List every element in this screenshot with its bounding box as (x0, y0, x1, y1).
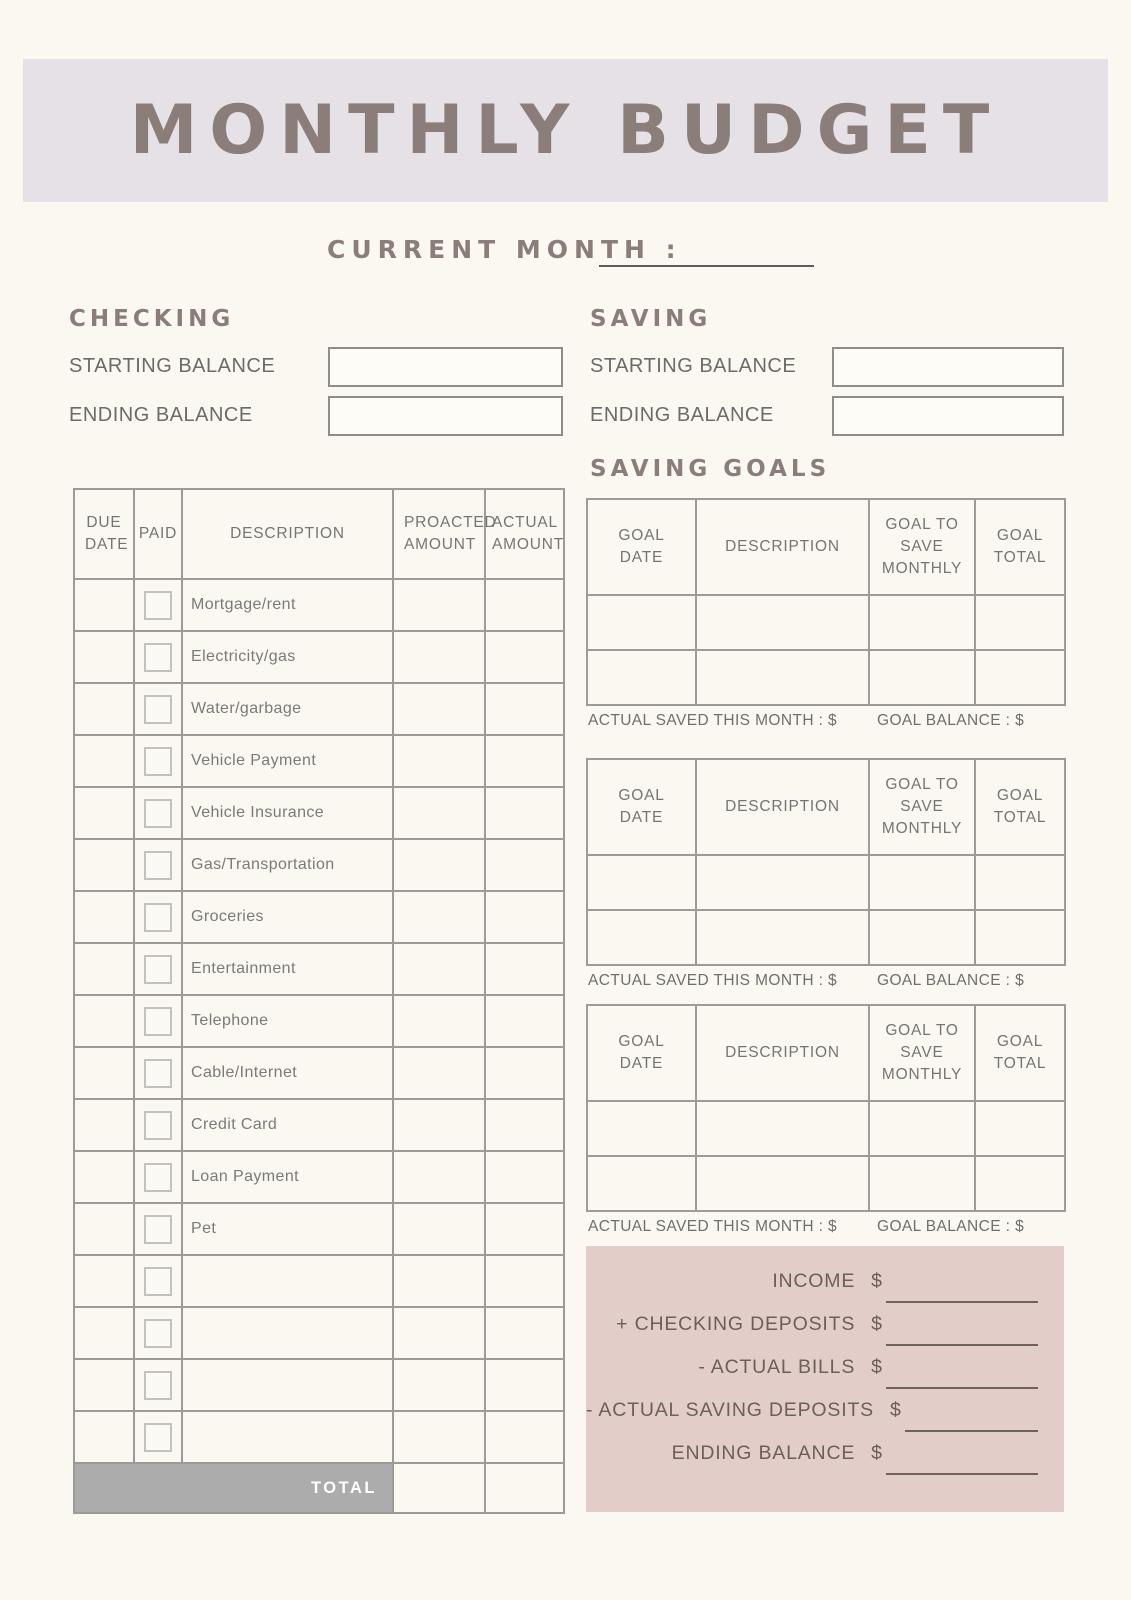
saving-ending-balance-field[interactable] (832, 396, 1064, 436)
saving-goals-heading: SAVING GOALS (590, 456, 831, 482)
actual-saving-deposits-blank[interactable] (905, 1430, 1038, 1432)
description-cell: Water/garbage (182, 683, 393, 735)
goal-balance-label: GOAL BALANCE : $ (877, 972, 1025, 989)
due-date-cell[interactable] (74, 735, 134, 787)
title-banner (23, 59, 1108, 202)
expense-row (74, 787, 564, 839)
expense-row (74, 1099, 564, 1151)
description-cell[interactable] (182, 1411, 393, 1463)
paid-checkbox[interactable] (144, 1163, 172, 1192)
expense-row (74, 1255, 564, 1307)
paid-cell (134, 631, 182, 683)
goal-date-cell[interactable] (587, 855, 696, 910)
paid-cell (134, 995, 182, 1047)
dollar-sign: $ (871, 1442, 882, 1464)
paid-cell (134, 1151, 182, 1203)
proacted-amount-cell[interactable] (393, 839, 485, 891)
expense-row (74, 1307, 564, 1359)
proacted-amount-cell[interactable] (393, 1411, 485, 1463)
goal-to-save-cell[interactable] (869, 1101, 975, 1156)
goal-date-cell[interactable] (587, 1101, 696, 1156)
saving-goals-table-3 (586, 1004, 1066, 1212)
paid-cell (134, 1307, 182, 1359)
expense-row (74, 1047, 564, 1099)
col-goal-total: GOAL TOTAL (975, 499, 1065, 595)
due-date-cell[interactable] (74, 1099, 134, 1151)
goal-total-cell[interactable] (975, 1101, 1065, 1156)
goal-row (587, 855, 1065, 910)
actual-amount-cell[interactable] (485, 1411, 564, 1463)
checking-starting-balance-field[interactable] (328, 347, 563, 387)
due-date-cell[interactable] (74, 995, 134, 1047)
goal-date-cell[interactable] (587, 650, 696, 705)
col-goal-to-save-monthly: GOAL TO SAVE MONTHLY (869, 1005, 975, 1101)
goal-description-cell[interactable] (696, 650, 869, 705)
goal-caption-2 (588, 972, 1066, 990)
paid-checkbox[interactable] (144, 1423, 172, 1452)
col-goal-date: GOAL DATE (587, 1005, 696, 1101)
proacted-amount-cell[interactable] (393, 891, 485, 943)
saving-ending-balance-label: ENDING BALANCE (590, 404, 774, 426)
col-due-date: DUE DATE (74, 489, 134, 579)
paid-cell (134, 1203, 182, 1255)
goal-header-row (587, 499, 1065, 595)
goal-to-save-cell[interactable] (869, 595, 975, 650)
proacted-amount-cell[interactable] (393, 1047, 485, 1099)
description-cell: Loan Payment (182, 1151, 393, 1203)
paid-cell (134, 891, 182, 943)
goal-to-save-cell[interactable] (869, 855, 975, 910)
expense-table (73, 488, 565, 1514)
dollar-sign: $ (871, 1270, 882, 1292)
description-cell: Electricity/gas (182, 631, 393, 683)
description-cell: Groceries (182, 891, 393, 943)
goal-caption-3 (588, 1218, 1066, 1236)
saving-goals-table-2 (586, 758, 1066, 966)
saving-starting-balance-field[interactable] (832, 347, 1064, 387)
actual-saving-deposits-label: - ACTUAL SAVING DEPOSITS (586, 1399, 874, 1421)
proacted-amount-cell[interactable] (393, 631, 485, 683)
paid-cell (134, 1047, 182, 1099)
goal-total-cell[interactable] (975, 910, 1065, 965)
paid-checkbox[interactable] (144, 695, 172, 724)
total-actual-amount-cell[interactable] (485, 1463, 564, 1513)
paid-checkbox[interactable] (144, 1215, 172, 1244)
actual-amount-cell[interactable] (485, 1047, 564, 1099)
col-goal-date: GOAL DATE (587, 759, 696, 855)
goal-row (587, 650, 1065, 705)
description-cell: Vehicle Payment (182, 735, 393, 787)
col-description: DESCRIPTION (182, 489, 393, 579)
paid-cell (134, 579, 182, 631)
proacted-amount-cell[interactable] (393, 995, 485, 1047)
paid-checkbox[interactable] (144, 591, 172, 620)
expense-row (74, 735, 564, 787)
col-goal-date: GOAL DATE (587, 499, 696, 595)
proacted-amount-cell[interactable] (393, 1255, 485, 1307)
actual-saved-label: ACTUAL SAVED THIS MONTH : $ (588, 1218, 838, 1235)
actual-bills-blank[interactable] (886, 1387, 1038, 1389)
goal-row (587, 1101, 1065, 1156)
col-goal-to-save-monthly: GOAL TO SAVE MONTHLY (869, 759, 975, 855)
expense-header-row (74, 489, 564, 579)
col-goal-description: DESCRIPTION (696, 499, 869, 595)
paid-cell (134, 839, 182, 891)
goal-caption-1 (588, 712, 1066, 730)
due-date-cell[interactable] (74, 1307, 134, 1359)
actual-amount-cell[interactable] (485, 1307, 564, 1359)
checking-deposits-label: + CHECKING DEPOSITS (616, 1313, 856, 1335)
actual-amount-cell[interactable] (485, 943, 564, 995)
checking-heading: CHECKING (69, 306, 235, 332)
description-cell: Entertainment (182, 943, 393, 995)
page-title: MONTHLY BUDGET (129, 91, 1002, 170)
proacted-amount-cell[interactable] (393, 683, 485, 735)
actual-amount-cell[interactable] (485, 839, 564, 891)
goal-header-row (587, 1005, 1065, 1101)
due-date-cell[interactable] (74, 1359, 134, 1411)
col-goal-description: DESCRIPTION (696, 759, 869, 855)
goal-balance-label: GOAL BALANCE : $ (877, 712, 1025, 729)
checking-ending-balance-label: ENDING BALANCE (69, 404, 253, 426)
due-date-cell[interactable] (74, 891, 134, 943)
summary-row-actual-bills (586, 1356, 1064, 1399)
actual-amount-cell[interactable] (485, 1203, 564, 1255)
expense-row (74, 1203, 564, 1255)
summary-row-actual-saving-deposits (586, 1399, 1064, 1442)
summary-row-ending-balance (586, 1442, 1064, 1485)
expense-row (74, 891, 564, 943)
proacted-amount-cell[interactable] (393, 943, 485, 995)
actual-amount-cell[interactable] (485, 735, 564, 787)
goal-description-cell[interactable] (696, 595, 869, 650)
expense-row (74, 995, 564, 1047)
col-goal-description: DESCRIPTION (696, 1005, 869, 1101)
paid-checkbox[interactable] (144, 1371, 172, 1400)
dollar-sign: $ (871, 1356, 882, 1378)
description-cell[interactable] (182, 1255, 393, 1307)
col-actual-amount: ACTUAL AMOUNT (485, 489, 564, 579)
due-date-cell[interactable] (74, 631, 134, 683)
expense-row (74, 631, 564, 683)
description-cell: Credit Card (182, 1099, 393, 1151)
saving-starting-balance-label: STARTING BALANCE (590, 355, 797, 377)
goal-row (587, 595, 1065, 650)
description-cell[interactable] (182, 1359, 393, 1411)
actual-amount-cell[interactable] (485, 995, 564, 1047)
proacted-amount-cell[interactable] (393, 579, 485, 631)
actual-amount-cell[interactable] (485, 787, 564, 839)
actual-amount-cell[interactable] (485, 683, 564, 735)
expense-row (74, 683, 564, 735)
proacted-amount-cell[interactable] (393, 1151, 485, 1203)
total-label-cell: TOTAL (74, 1463, 393, 1513)
paid-cell (134, 683, 182, 735)
goal-date-cell[interactable] (587, 910, 696, 965)
paid-checkbox[interactable] (144, 903, 172, 932)
goal-to-save-cell[interactable] (869, 910, 975, 965)
goal-header-row (587, 759, 1065, 855)
paid-cell (134, 1411, 182, 1463)
col-goal-total: GOAL TOTAL (975, 1005, 1065, 1101)
goal-total-cell[interactable] (975, 855, 1065, 910)
dollar-sign: $ (889, 1399, 901, 1421)
goal-total-cell[interactable] (975, 1156, 1065, 1211)
due-date-cell[interactable] (74, 839, 134, 891)
goal-to-save-cell[interactable] (869, 1156, 975, 1211)
paid-checkbox[interactable] (144, 1059, 172, 1088)
paid-checkbox[interactable] (144, 1007, 172, 1036)
proacted-amount-cell[interactable] (393, 735, 485, 787)
goal-description-cell[interactable] (696, 1101, 869, 1156)
description-cell[interactable] (182, 1307, 393, 1359)
saving-goals-table-1 (586, 498, 1066, 706)
expense-total-row (74, 1463, 564, 1513)
description-cell: Mortgage/rent (182, 579, 393, 631)
actual-amount-cell[interactable] (485, 631, 564, 683)
summary-row-income (586, 1270, 1064, 1313)
description-cell: Pet (182, 1203, 393, 1255)
col-goal-to-save-monthly: GOAL TO SAVE MONTHLY (869, 499, 975, 595)
goal-description-cell[interactable] (696, 855, 869, 910)
goal-date-cell[interactable] (587, 1156, 696, 1211)
summary-row-checking-deposits (586, 1313, 1064, 1356)
col-proacted-amount: PROACTED AMOUNT (393, 489, 485, 579)
goal-row (587, 1156, 1065, 1211)
due-date-cell[interactable] (74, 943, 134, 995)
due-date-cell[interactable] (74, 1047, 134, 1099)
proacted-amount-cell[interactable] (393, 787, 485, 839)
actual-bills-label: - ACTUAL BILLS (698, 1356, 856, 1378)
actual-saved-label: ACTUAL SAVED THIS MONTH : $ (588, 712, 838, 729)
total-proacted-amount-cell[interactable] (393, 1463, 485, 1513)
paid-cell (134, 787, 182, 839)
proacted-amount-cell[interactable] (393, 1307, 485, 1359)
goal-total-cell[interactable] (975, 595, 1065, 650)
current-month-label: CURRENT MONTH : (327, 235, 682, 264)
paid-checkbox[interactable] (144, 643, 172, 672)
goal-description-cell[interactable] (696, 1156, 869, 1211)
paid-checkbox[interactable] (144, 851, 172, 880)
checking-deposits-blank[interactable] (886, 1344, 1038, 1346)
goal-date-cell[interactable] (587, 595, 696, 650)
paid-cell (134, 1099, 182, 1151)
paid-cell (134, 943, 182, 995)
current-month-blank[interactable] (599, 265, 814, 267)
income-label: INCOME (772, 1270, 856, 1292)
actual-amount-cell[interactable] (485, 891, 564, 943)
expense-row (74, 579, 564, 631)
description-cell: Telephone (182, 995, 393, 1047)
expense-row (74, 1151, 564, 1203)
actual-amount-cell[interactable] (485, 1255, 564, 1307)
proacted-amount-cell[interactable] (393, 1359, 485, 1411)
description-cell: Vehicle Insurance (182, 787, 393, 839)
due-date-cell[interactable] (74, 1203, 134, 1255)
actual-amount-cell[interactable] (485, 1151, 564, 1203)
expense-row (74, 943, 564, 995)
goal-to-save-cell[interactable] (869, 650, 975, 705)
due-date-cell[interactable] (74, 787, 134, 839)
actual-saved-label: ACTUAL SAVED THIS MONTH : $ (588, 972, 838, 989)
due-date-cell[interactable] (74, 1255, 134, 1307)
paid-checkbox[interactable] (144, 1111, 172, 1140)
col-paid: PAID (134, 489, 182, 579)
checking-starting-balance-label: STARTING BALANCE (69, 355, 276, 377)
summary-box (586, 1246, 1064, 1512)
paid-cell (134, 1359, 182, 1411)
goal-row (587, 910, 1065, 965)
goal-balance-label: GOAL BALANCE : $ (877, 1218, 1025, 1235)
paid-checkbox[interactable] (144, 1267, 172, 1296)
due-date-cell[interactable] (74, 683, 134, 735)
paid-cell (134, 1255, 182, 1307)
dollar-sign: $ (871, 1313, 882, 1335)
paid-cell (134, 735, 182, 787)
paid-checkbox[interactable] (144, 799, 172, 828)
expense-row (74, 839, 564, 891)
proacted-amount-cell[interactable] (393, 1203, 485, 1255)
actual-amount-cell[interactable] (485, 1099, 564, 1151)
description-cell: Cable/Internet (182, 1047, 393, 1099)
due-date-cell[interactable] (74, 1151, 134, 1203)
expense-row (74, 1359, 564, 1411)
col-goal-total: GOAL TOTAL (975, 759, 1065, 855)
ending-balance-label: ENDING BALANCE (671, 1442, 856, 1464)
description-cell: Gas/Transportation (182, 839, 393, 891)
paid-checkbox[interactable] (144, 747, 172, 776)
paid-checkbox[interactable] (144, 955, 172, 984)
expense-row (74, 1411, 564, 1463)
paid-checkbox[interactable] (144, 1319, 172, 1348)
ending-balance-blank[interactable] (886, 1473, 1038, 1475)
proacted-amount-cell[interactable] (393, 1099, 485, 1151)
due-date-cell[interactable] (74, 579, 134, 631)
checking-ending-balance-field[interactable] (328, 396, 563, 436)
goal-total-cell[interactable] (975, 650, 1065, 705)
actual-amount-cell[interactable] (485, 579, 564, 631)
goal-description-cell[interactable] (696, 910, 869, 965)
saving-heading: SAVING (590, 306, 712, 332)
income-blank[interactable] (886, 1301, 1038, 1303)
actual-amount-cell[interactable] (485, 1359, 564, 1411)
due-date-cell[interactable] (74, 1411, 134, 1463)
